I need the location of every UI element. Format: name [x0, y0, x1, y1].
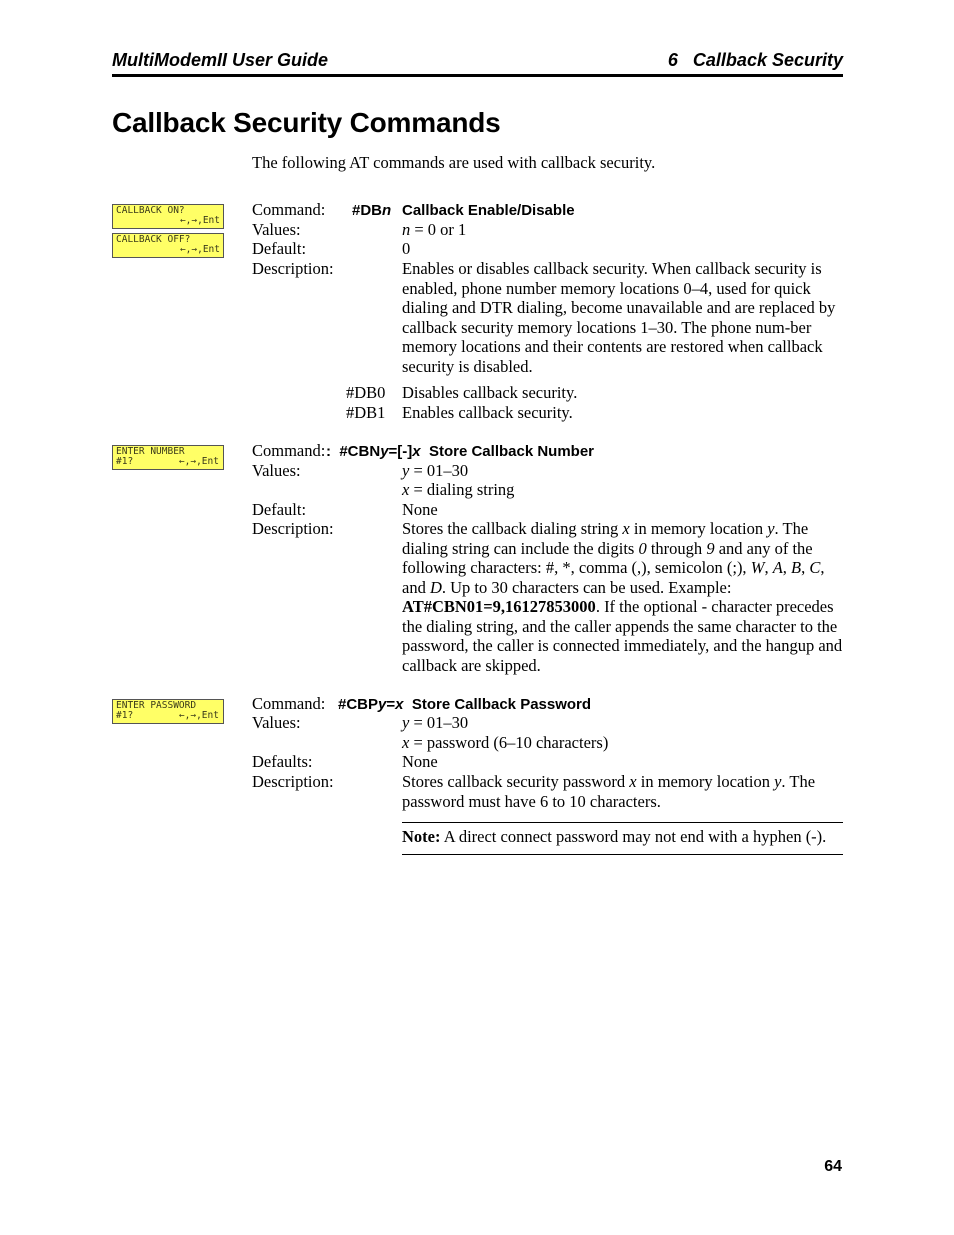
cmd1-code-var: n	[382, 202, 392, 219]
intro-text: The following AT commands are used with callback security.	[252, 153, 656, 172]
cmd2-code-var-x: x	[412, 443, 421, 460]
page-title: Callback Security Commands	[112, 107, 501, 138]
desc-text: and any of the following characters: #, *, comma (,), semicolon (;),	[402, 538, 813, 577]
desc-text: . Up to 30 characters can be used. Example:	[441, 577, 732, 597]
cmd2-values-y-var: y	[402, 461, 410, 480]
desc-sep: ,	[764, 558, 773, 577]
cmd1-name: Callback Enable/Disable	[402, 202, 575, 219]
cmd1-description: Enables or disables callback security. When callback security is enabled, phone number memory locations 0–4, used for quick dialing and DTR dialing, become unavailable and are replaced by callback security memory locations 1–30. The phone num-ber memory locations and their contents are restored when callback security is disabled.	[402, 259, 836, 376]
cmd3-default: None	[402, 752, 438, 771]
desc-var-y: y	[774, 772, 782, 791]
cmd1-values	[402, 220, 466, 240]
running-header	[112, 50, 843, 74]
cmd2-description-label: Description:	[252, 519, 334, 538]
cmd2-code	[326, 442, 594, 462]
desc-text: Stores callback security password	[402, 772, 630, 791]
desc-text: Stores the callback dialing string	[402, 519, 623, 538]
desc-char-a: A	[772, 558, 783, 577]
cmd2-values-y	[402, 461, 468, 481]
cmd3-values-y	[402, 713, 468, 733]
cmd2-colon: :	[326, 443, 331, 460]
cmd2-code-prefix: #CBN	[339, 443, 381, 460]
cmd2-description	[402, 519, 843, 675]
cmd3-command-label-text: Command:	[252, 694, 326, 713]
cmd2-values-x	[402, 480, 514, 500]
cmd2-values-y-rest: = 01–30	[409, 461, 469, 480]
note	[402, 827, 826, 847]
cmd2-values-label: Values:	[252, 461, 301, 480]
cmd2-values-x-var: x	[402, 480, 410, 499]
page-number: 64	[824, 1158, 842, 1175]
lcd-line-1: CALLBACK OFF?	[116, 234, 191, 245]
desc-char-w: W	[750, 558, 765, 577]
cmd1-values-rest: = 0 or 1	[410, 220, 467, 239]
desc-example: AT#CBN01=9,16127853000	[402, 597, 596, 616]
cmd3-values-x-var: x	[402, 733, 410, 752]
cmd1-option0-code: #DB0	[346, 383, 386, 402]
desc-digit-0: 0	[638, 538, 647, 558]
cmd2-default-label: Default:	[252, 500, 307, 519]
desc-text: . The dialing string can include the digits	[402, 519, 809, 558]
cmd3-name: Store Callback Password	[411, 696, 592, 713]
desc-text: . The password must have 6 to 10 characters.	[402, 772, 816, 811]
cmd1-command-label: Command:	[252, 200, 326, 219]
lcd-line-1: CALLBACK ON?	[116, 205, 185, 216]
note-rule-top	[402, 822, 843, 823]
cmd1-values-label: Values:	[252, 220, 301, 239]
cmd1-description-label: Description:	[252, 259, 334, 278]
lcd-line-1: ENTER NUMBER	[116, 446, 185, 457]
cmd3-description	[402, 772, 843, 811]
cmd1-code	[352, 201, 391, 221]
cmd3-defaults-label: Defaults:	[252, 752, 313, 771]
cmd1-option0-text: Disables callback security.	[402, 383, 578, 402]
cmd3-code-prefix: #CBP	[338, 696, 379, 713]
desc-text: in memory location	[636, 772, 775, 791]
desc-and: , and	[402, 558, 825, 597]
cmd3-values-x	[402, 733, 608, 753]
cmd2-command-label	[252, 441, 325, 461]
desc-text: in memory location	[629, 519, 768, 538]
desc-digit-9: 9	[706, 538, 715, 558]
desc-var-y: y	[767, 519, 775, 538]
cmd2-code-var-y: y	[380, 443, 389, 460]
desc-char-b: B	[791, 558, 802, 577]
note-rule-bottom	[402, 854, 843, 855]
desc-text: through	[646, 538, 707, 558]
lcd-line-2: ←,→,Ent	[179, 215, 220, 226]
lcd-line-1: ENTER PASSWORD	[116, 700, 197, 711]
cmd1-default: 0	[402, 239, 411, 258]
header-guide-title: MultiModemII User Guide	[112, 50, 329, 70]
cmd3-command-label	[252, 694, 325, 714]
cmd2-values-x-rest: = dialing string	[409, 480, 515, 499]
cmd2-default: None	[402, 500, 438, 519]
lcd-line-2: ←,→,Ent	[179, 244, 220, 255]
desc-text: . If the optional - character precedes the dialing string, and the caller appends the same character to the password, the caller is connected immediately, and the hangup and callback are skipped.	[402, 597, 843, 675]
lcd-enter-password	[112, 699, 224, 724]
cmd3-description-label: Description:	[252, 772, 334, 791]
cmd1-option1-text: Enables callback security.	[402, 403, 573, 422]
cmd3-code-mid: =	[386, 696, 396, 713]
cmd3-values-x-rest: = password (6–10 characters)	[409, 733, 609, 752]
cmd3-values-y-rest: = 01–30	[409, 713, 469, 732]
note-label: Note:	[402, 827, 441, 846]
cmd3-code-var-y: y	[378, 696, 387, 713]
cmd1-option1-code: #DB1	[346, 403, 386, 422]
desc-sep: ,	[782, 558, 792, 577]
cmd3-values-label: Values:	[252, 713, 301, 732]
note-text: A direct connect password may not end with a hyphen (-).	[440, 827, 827, 846]
cmd2-name: Store Callback Number	[428, 443, 595, 460]
cmd3-values-y-var: y	[402, 713, 410, 732]
cmd2-code-mid: =[-]	[388, 443, 413, 460]
cmd2-command-label-text: Command:	[252, 441, 326, 460]
lcd-enter-number	[112, 445, 224, 470]
desc-char-d: D	[429, 577, 442, 597]
header-rule	[112, 74, 843, 77]
cmd1-values-var: n	[402, 220, 411, 239]
lcd-line-2: #1? ←,→,Ent	[116, 456, 219, 467]
desc-var-x: x	[622, 519, 630, 538]
cmd1-code-prefix: #DB	[352, 202, 383, 219]
lcd-callback-on	[112, 204, 224, 229]
cmd1-default-label: Default:	[252, 239, 307, 258]
cmd3-code	[338, 695, 591, 715]
desc-char-c: C	[809, 558, 821, 577]
header-chapter-title: 6 Callback Security	[667, 50, 843, 70]
desc-var-x: x	[629, 772, 637, 791]
lcd-line-2: #1? ←,→,Ent	[116, 710, 219, 721]
cmd3-code-var-x: x	[395, 696, 404, 713]
desc-sep: ,	[801, 558, 810, 577]
lcd-callback-off	[112, 233, 224, 258]
